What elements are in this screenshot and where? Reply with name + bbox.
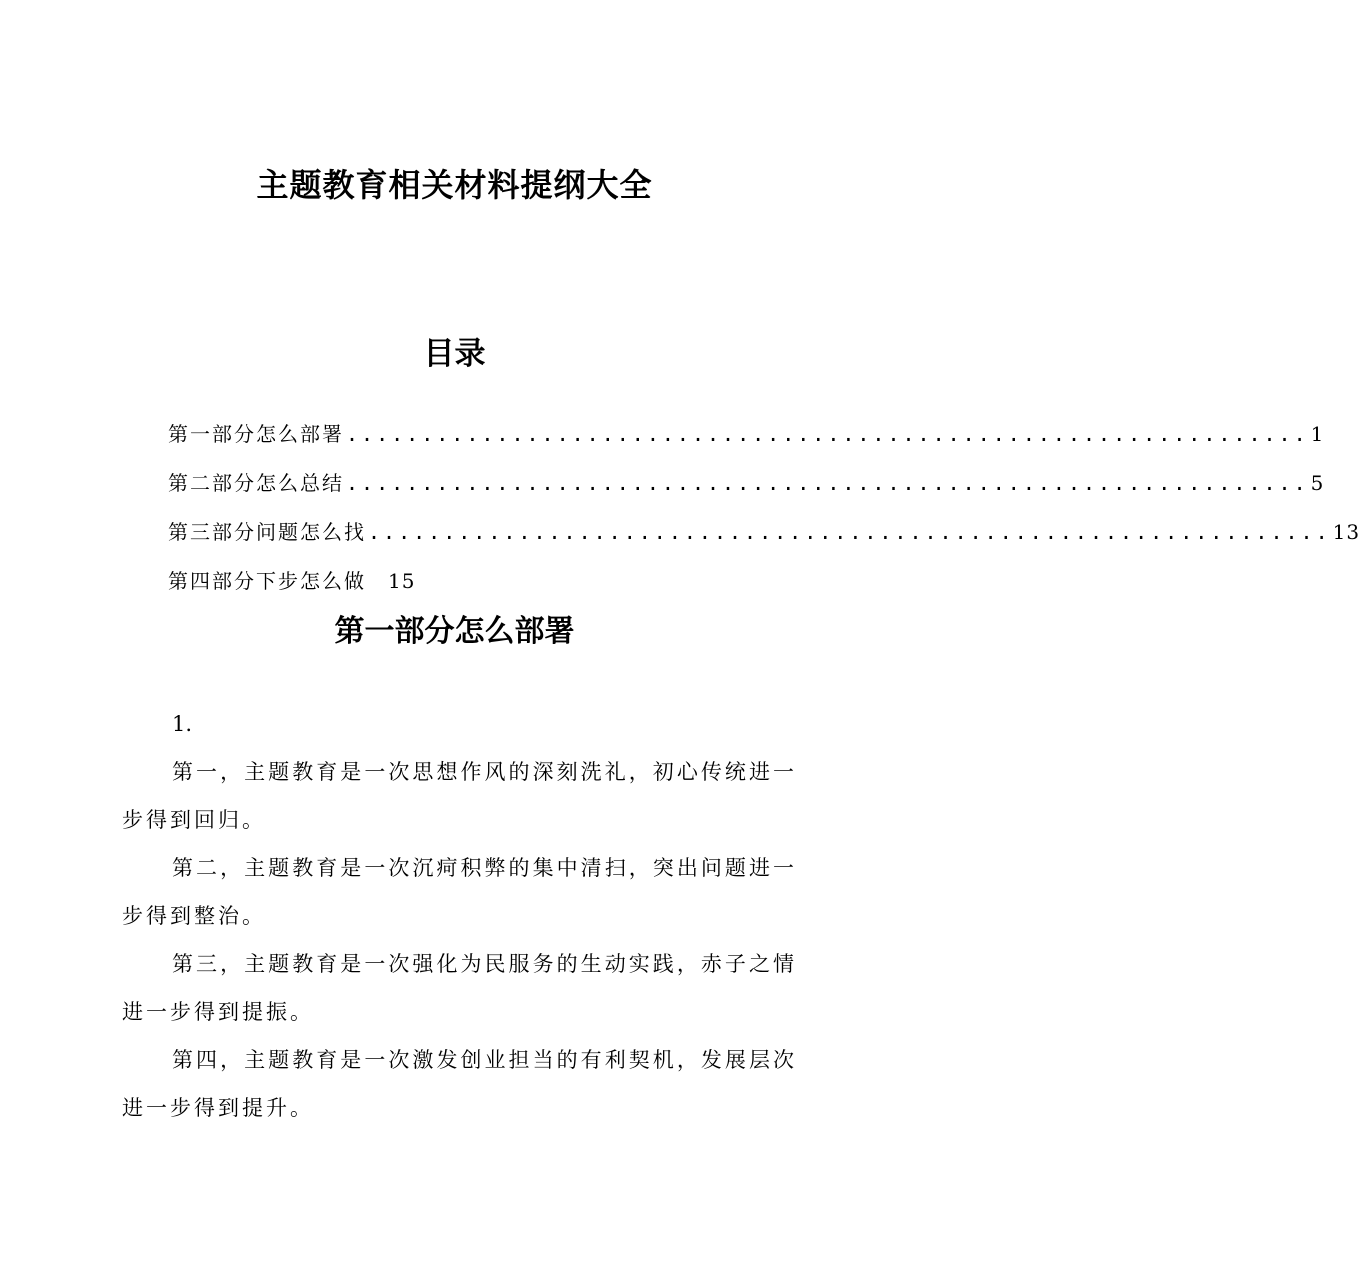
toc-entry[interactable] — [168, 565, 796, 614]
toc-page-number: 15 — [388, 569, 416, 593]
toc-entry[interactable] — [168, 516, 1360, 565]
toc-entry[interactable] — [168, 467, 1325, 516]
body-paragraph: 第二，主题教育是一次沉疴积弊的集中清扫，突出问题进一步得到整治。 — [122, 856, 797, 928]
section-body — [122, 700, 797, 1132]
toc-leader-dots: ................................................................ — [368, 520, 1331, 544]
document-title: 主题教育相关材料提纲大全 — [256, 166, 653, 204]
item-number: 1. — [172, 712, 193, 736]
toc-leader-dots: ................................................................ — [346, 422, 1309, 446]
toc-entry-text: 第三部分问题怎么找 — [168, 520, 366, 544]
toc-page-number: 13 — [1332, 520, 1360, 544]
body-paragraph: 第四，主题教育是一次激发创业担当的有利契机，发展层次进一步得到提升。 — [122, 1048, 797, 1120]
section-heading: 第一部分怎么部署 — [334, 614, 575, 649]
toc-leader-dots: ................................................................ — [346, 471, 1309, 495]
toc-heading: 目录 — [423, 336, 486, 372]
body-paragraph: 第一，主题教育是一次思想作风的深刻洗礼，初心传统进一步得到回归。 — [122, 760, 797, 832]
toc-page-number: 1 — [1310, 422, 1325, 446]
toc-entry-text: 第四部分下步怎么做 — [168, 569, 366, 593]
table-of-contents — [168, 418, 1360, 614]
toc-entry-text: 第二部分怎么总结 — [168, 471, 344, 495]
body-paragraph: 第三，主题教育是一次强化为民服务的生动实践，赤子之情进一步得到提振。 — [122, 952, 797, 1024]
toc-entry-text: 第一部分怎么部署 — [168, 422, 344, 446]
toc-entry[interactable] — [168, 418, 1325, 467]
toc-page-number: 5 — [1310, 471, 1325, 495]
